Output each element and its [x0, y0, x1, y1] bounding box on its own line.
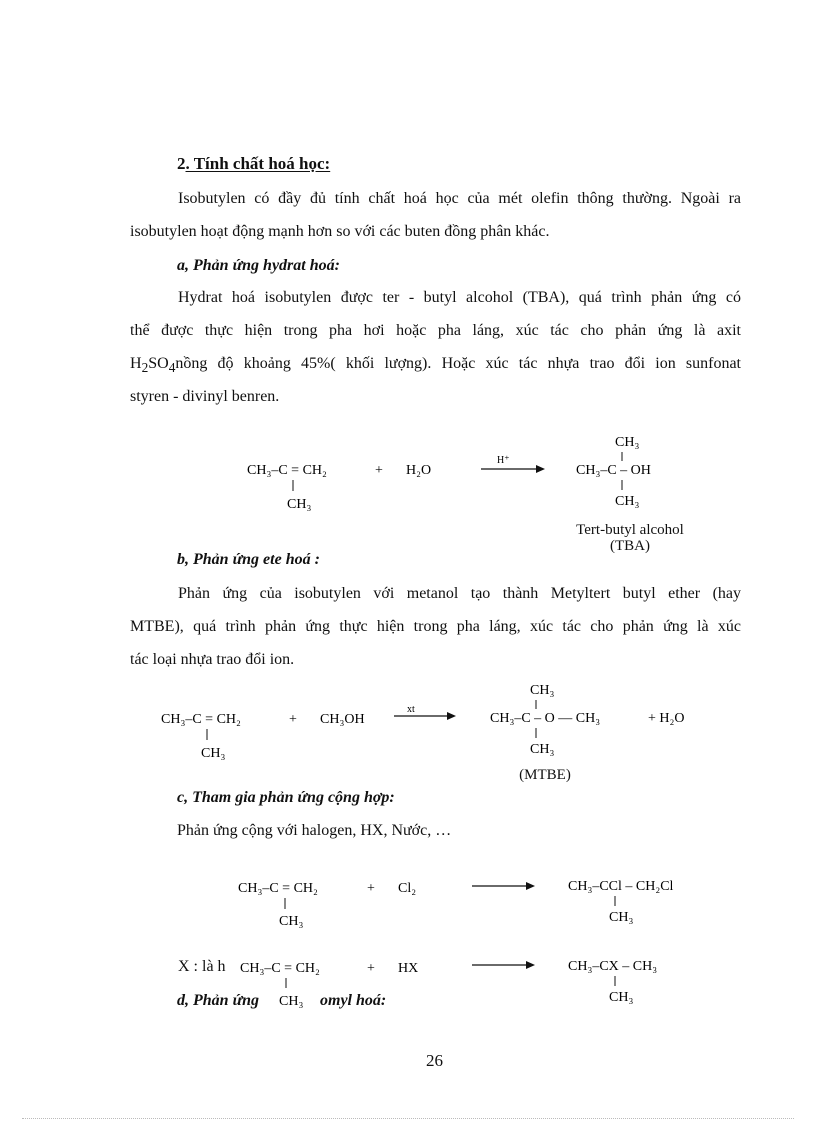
reaction-b-plus: +: [289, 712, 297, 727]
reaction-c2-reactant: CH₃–C = CH₂: [240, 961, 320, 976]
page-number: 26: [426, 1051, 443, 1070]
reaction-c2-product-bottom: CH₃: [609, 990, 634, 1005]
intro-line-2: isobutylen hoạt động mạnh hơn so với các buten đồng phân khác.: [130, 223, 550, 240]
reaction-c1-reactant: CH₃–C = CH₂: [238, 881, 318, 896]
part-b-line-1: Phản ứng của isobutylen với metanol tạo thành Metyltert butyl ether (hay: [178, 585, 741, 602]
reaction-c1-plus: +: [367, 881, 375, 896]
part-c-title: c, Tham gia phản ứng cộng hợp:: [177, 789, 395, 806]
caption-mtbe: (MTBE): [519, 767, 571, 783]
reaction-c1: [238, 879, 674, 929]
caption-tba: Tert-butyl alcohol (TBA): [576, 522, 684, 554]
reaction-a-reactant-branch: CH₃: [287, 497, 312, 512]
reaction-c1-chlorine: Cl₂: [398, 881, 417, 896]
section-number: 2: [177, 154, 186, 173]
part-a-line-3: $H_2SO_4nồng$ độ khoảng 45%( khối lượng). Hoặc xúc tác nhựa trao đổi ion sunfonat: [130, 355, 741, 376]
reaction-a-product-bottom: CH₃: [615, 494, 640, 509]
part-b-title: b, Phản ứng ete hoá :: [177, 551, 320, 568]
reaction-c1-product-bottom: CH₃: [609, 910, 634, 925]
footer-divider: [22, 1118, 794, 1119]
part-b-line-2: MTBE), quá trình phản ứng thực hiện trong pha láng, xúc tác cho phản ứng là xúc: [130, 618, 741, 635]
reaction-b-reactant-branch: CH₃: [201, 746, 226, 761]
reaction-a-water: H₂O: [406, 463, 432, 478]
reaction-c2-prefix: X : là h: [178, 958, 226, 975]
part-a-line-2: thể được thực hiện trong pha hơi hoặc pha láng, xúc tác cho phản ứng là axit: [130, 322, 741, 339]
part-c-line-1: Phản ứng cộng với halogen, HX, Nước, …: [177, 822, 452, 839]
intro-line-1: Isobutylen có đầy đủ tính chất hoá học của mét olefin thông thường. Ngoài ra: [178, 190, 741, 207]
reaction-a-reactant: CH₃–C = CH₂: [247, 463, 327, 478]
part-d-title: d, Phản ứng: [177, 992, 260, 1009]
reaction-b-catalyst: xt: [407, 704, 415, 715]
reaction-b-reactant: CH₃–C = CH₂: [161, 712, 241, 727]
reaction-a-product: CH₃–C – OH: [576, 463, 651, 478]
reaction-c2: [240, 959, 657, 1009]
reaction-b-byproduct: + H₂O: [648, 711, 685, 726]
reaction-c1-reactant-branch: CH₃: [279, 914, 304, 929]
section-title: . Tính chất hoá học:: [185, 154, 331, 173]
reaction-b-product: CH₃–C – O — CH₃: [490, 711, 601, 726]
reaction-b-methanol: CH₃OH: [320, 712, 365, 727]
reaction-b-product-bottom: CH₃: [530, 742, 555, 757]
reaction-b: [161, 683, 685, 761]
reaction-c1-product: CH₃–CCl – CH₂Cl: [568, 879, 674, 894]
part-a-line-4: styren - divinyl benren.: [130, 388, 280, 405]
reaction-b-product-top: CH₃: [530, 683, 555, 698]
part-d-title-rest: omyl hoá:: [320, 992, 387, 1009]
reaction-c2-reactant-branch: CH₃: [279, 994, 304, 1009]
reaction-c2-hx: HX: [398, 961, 419, 976]
reaction-c2-plus: +: [367, 961, 375, 976]
reaction-a-catalyst: H⁺: [497, 455, 510, 466]
part-a-title: a, Phản ứng hydrat hoá:: [177, 257, 340, 274]
part-b-line-3: tác loại nhựa trao đổi ion.: [130, 651, 295, 668]
reaction-a: [247, 435, 651, 512]
part-a-line-1: Hydrat hoá isobutylen được ter - butyl alcohol (TBA), quá trình phản ứng có: [178, 289, 741, 306]
reaction-a-plus: +: [375, 463, 383, 478]
reaction-a-product-top: CH₃: [615, 435, 640, 450]
reaction-c2-product: CH₃–CX – CH₃: [568, 959, 658, 974]
